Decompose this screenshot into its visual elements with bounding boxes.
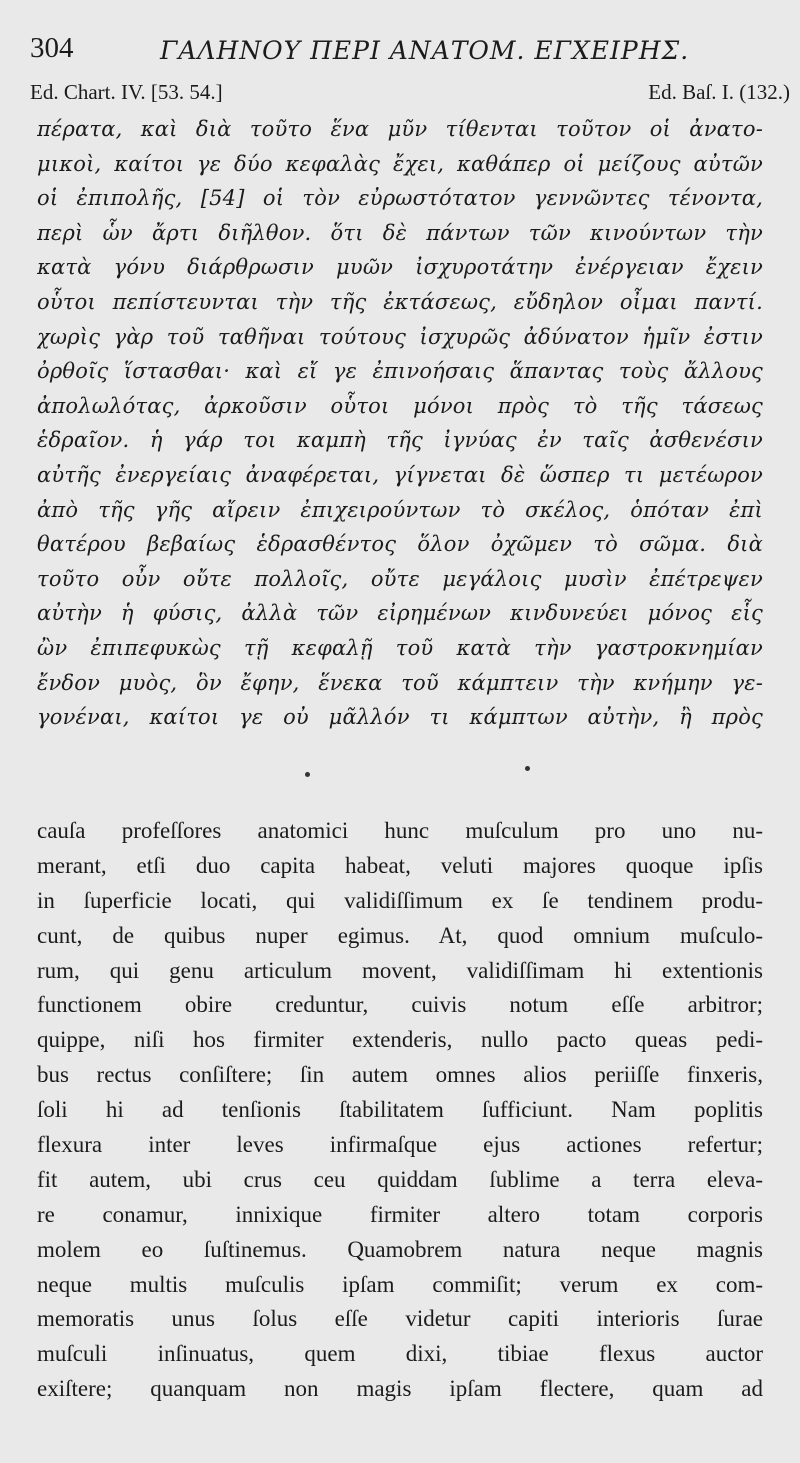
page-header [30,30,790,70]
latin-text-line: cauſa profeſſores anatomici hunc muſculum pro uno nu- [37,818,763,843]
latin-text-line: functionem obire creduntur, cuivis notum eſſe arbitror; [37,992,763,1018]
edition-basel-reference: Ed. Baſ. I. (132.) [648,80,790,104]
latin-text-line: rum, qui genu articulum movent, validiſſimam hi extentionis [37,957,763,983]
greek-text-line: πέρατα, καὶ διὰ τοῦτο ἕνα μῦν τίθενται τοῦτον οἱ ἀνατο- [37,117,763,141]
latin-text-line: quippe, niſi hos firmiter extenderis, nullo pacto queas pedi- [37,1027,763,1053]
latin-translation-block [37,814,763,1407]
greek-text-block [37,112,763,735]
greek-text-line: θατέρου βεβαίως ἑδρασθέντος ὅλον ὀχῶμεν τὸ σῶμα. διὰ [37,532,763,557]
divider-dot-left [305,772,310,777]
latin-text-line: merant, etſi duo capita habeat, veluti majores quoque ipſis [37,852,763,878]
latin-text-line: muſculi inſinuatus, quem dixi, tibiae flexus auctor [37,1341,763,1367]
greek-text-line: κατὰ γόνυ διάρθρωσιν μυῶν ἰσχυροτάτην ἐνέργειαν ἔχειν [37,255,763,280]
latin-text-line: bus rectus conſiſtere; ſin autem omnes alios periiſſe finxeris, [37,1062,763,1088]
greek-text-line: ὢν ἐπιπεφυκὼς τῇ κεφαλῇ τοῦ κατὰ τὴν γαστροκνημίαν [37,635,763,660]
greek-text-line: οὗτοι πεπίστευνται τὴν τῆς ἐκτάσεως, εὔδηλον οἶμαι παντί. [37,289,763,314]
latin-text-line: exiſtere; quanquam non magis ipſam flectere, quam ad [37,1376,763,1402]
greek-text-line: αὐτῆς ἐνεργείαις ἀναφέρεται, γίγνεται δὲ ὥσπερ τι μετέωρον [37,462,763,487]
page-number: 304 [30,32,74,64]
divider-dot-right [525,766,530,771]
latin-text-line: memoratis unus ſolus eſſe videtur capiti interioris ſurae [37,1306,763,1332]
latin-text-line: ſoli hi ad tenſionis ſtabilitatem ſufficiunt. Nam poplitis [37,1097,763,1123]
greek-text-line: περὶ ὧν ἄρτι διῆλθον. ὅτι δὲ πάντων τῶν κινούντων τὴν [37,220,763,245]
latin-text-line: flexura inter leves infirmaſque ejus actiones refertur; [37,1132,763,1158]
latin-text-line: neque multis muſculis ipſam commiſit; verum ex com- [37,1271,763,1297]
greek-text-line: γονέναι, καίτοι γε οὐ μᾶλλόν τι κάμπτων αὐτὴν, ἢ πρὸς [37,705,763,730]
greek-text-line: χωρὶς γὰρ τοῦ ταθῆναι τούτους ἰσχυρῶς ἀδύνατον ἡμῖν ἐστιν [37,324,763,349]
latin-text-line: re conamur, innixique firmiter altero totam corporis [37,1201,763,1227]
greek-text-line: ἀπὸ τῆς γῆς αἴρειν ἐπιχειρούντων τὸ σκέλος, ὁπόταν ἐπὶ [37,497,763,522]
greek-text-line: αὐτὴν ἡ φύσις, ἀλλὰ τῶν εἰρημένων κινδυνεύει μόνος εἷς [37,601,763,626]
greek-text-line: μικοὶ, καίτοι γε δύο κεφαλὰς ἔχει, καθάπερ οἱ μείζους αὐτῶν [37,151,763,176]
greek-text-line: ὀρθοῖς ἵστασθαι· καὶ εἴ γε ἐπινοήσαις ἅπαντας τοὺς ἄλλους [37,359,763,384]
latin-text-line: fit autem, ubi crus ceu quiddam ſublime a terra eleva- [37,1166,763,1192]
latin-text-line: cunt, de quibus nuper egimus. At, quod omnium muſculo- [37,922,763,948]
greek-text-line: ἔνδον μυὸς, ὃν ἔφην, ἕνεκα τοῦ κάμπτειν τὴν κνήμην γε- [37,670,763,695]
running-head: ΓΑΛΗΝΟΥ ΠΕΡΙ ΑΝΑΤΟΜ. ΕΓΧΕΙΡΗΣ. [160,36,690,65]
latin-text-line: in ſuperficie locati, qui validiſſimum ex ſe tendinem produ- [37,887,763,913]
greek-text-line: ἀπολωλότας, ἀρκοῦσιν οὗτοι μόνοι πρὸς τὸ τῆς τάσεως [37,393,763,418]
edition-reference-line [30,78,790,106]
greek-text-line: οἱ ἐπιπολῆς, [54] οἱ τὸν εὐρωστότατον γεννῶντες τένοντα, [37,186,763,211]
latin-text-line: molem eo ſuſtinemus. Quamobrem natura neque magnis [37,1236,763,1262]
greek-text-line: τοῦτο οὖν οὔτε πολλοῖς, οὔτε μεγάλοις μυσὶν ἐπέτρεψεν [37,566,763,591]
section-divider [0,758,800,788]
edition-chart-reference: Ed. Chart. IV. [53. 54.] [30,80,223,104]
greek-text-line: ἑδραῖον. ἡ γάρ τοι καμπὴ τῆς ἰγνύας ἐν ταῖς ἀσθενέσιν [37,428,763,453]
